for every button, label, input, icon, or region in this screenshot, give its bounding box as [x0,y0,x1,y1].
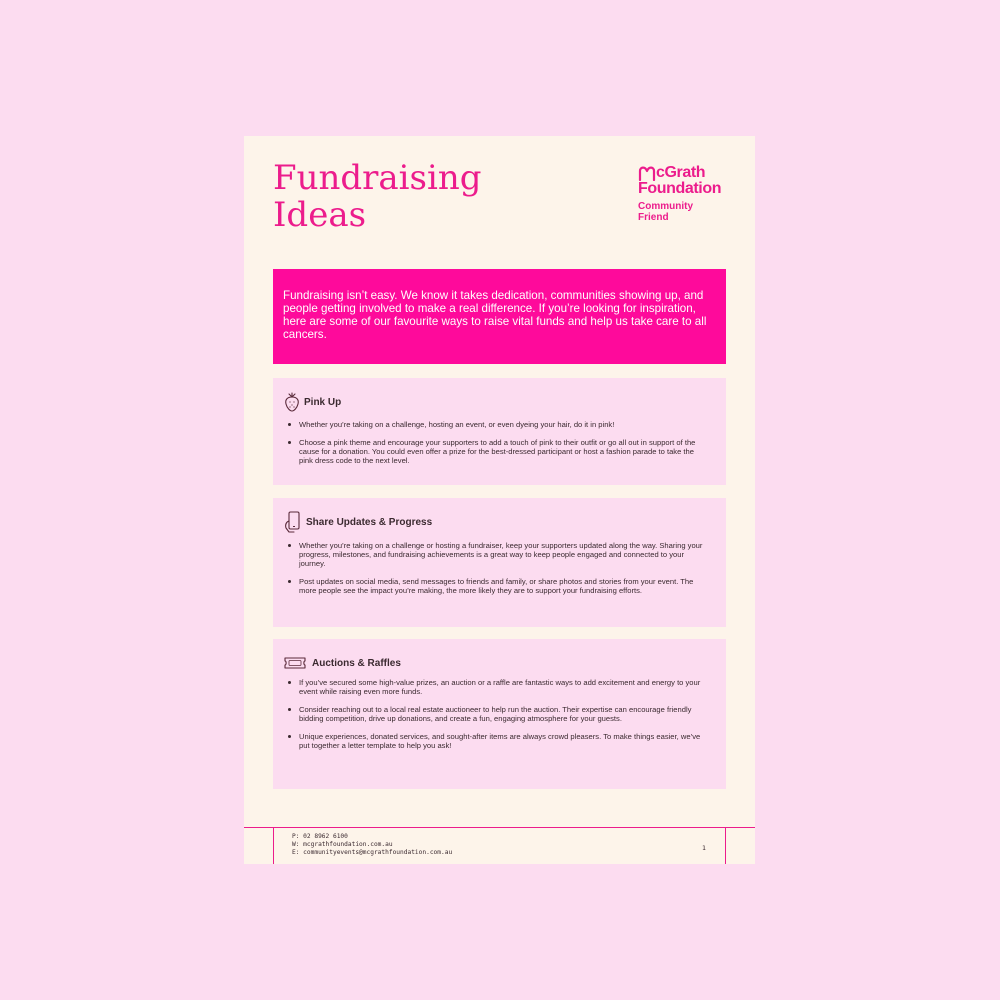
smartphone-icon [284,511,302,533]
intro-box: Fundraising isn’t easy. We know it takes dedication, communities showing up, and people getting involved to make a real difference. If you’re looking for inspiration, here are some of our favourite ways to raise vital funds and help us take care to all cancers. [273,269,726,364]
logo-line-1 [638,165,721,181]
section-title: Share Updates & Progress [306,516,433,528]
list-item: Choose a pink theme and encourage your supporters to add a touch of pink to their outfit or go all out in support of the cause for a donation. You could even offer a prize for the best-dressed participant or host a fashion parade to take the pink dress code to the next level. [284,438,708,465]
ticket-icon [284,656,306,670]
section-pink-up [273,378,726,485]
logo-line-2: Foundation [638,180,722,197]
mcgrath-heart-m-icon [638,165,656,181]
list-item: If you’ve secured some high-value prizes, an auction or a raffle are fantastic ways to add excitement and energy to your event while raising even more funds. [284,678,708,696]
list-item: Post updates on social media, send messages to friends and family, or share photos and stories from your event. The more people see the impact you’re making, the more likely they are to support your fundraising efforts. [284,577,708,595]
section-title: Auctions & Raffles [312,657,401,669]
list-item: Consider reaching out to a local real estate auctioneer to help run the auction. Their expertise can encourage friendly bidding competition, drive up donations, and create a fun, engaging atmosphere for your guests. [284,705,708,723]
logo-sub-2: Friend [638,212,669,223]
logo-sub-1: Community [638,201,693,212]
footer-divider-left [273,827,274,864]
title-line-1: Fundraising [273,158,482,198]
page-title [273,160,482,234]
section-title: Pink Up [304,396,342,408]
logo-text-1: cGrath [656,164,706,181]
title-line-2: Ideas [273,195,367,235]
list-item: Whether you’re taking on a challenge or hosting a fundraiser, keep your supporters updated along the way. Sharing your progress, milestones, and fundraising achievements is a great way to keep people engaged and connected to your journey. [284,541,708,568]
bullet-list [284,420,708,465]
section-share-updates [273,498,726,627]
section-header [284,392,708,412]
contact-phone: P: 02 8962 6100 [292,833,348,840]
section-auctions-raffles [273,639,726,789]
bullet-list [284,678,708,750]
contact-details [292,833,452,857]
footer-divider [244,827,755,828]
contact-website: W: mcgrathfoundation.com.au [292,841,393,848]
mcgrath-logo [638,165,721,222]
page-number: 1 [702,844,706,852]
strawberry-icon [284,392,300,412]
contact-email: E: communityevents@mcgrathfoundation.com.au [292,849,453,856]
bullet-list [284,541,708,595]
list-item: Unique experiences, donated services, and sought-after items are always crowd pleasers. To make things easier, we’ve put together a letter template to help you ask! [284,732,708,750]
document-page [244,136,755,864]
section-header [284,511,708,533]
section-header [284,656,708,670]
list-item: Whether you’re taking on a challenge, hosting an event, or even dyeing your hair, do it in pink! [284,420,708,429]
footer-divider-right [725,827,726,864]
